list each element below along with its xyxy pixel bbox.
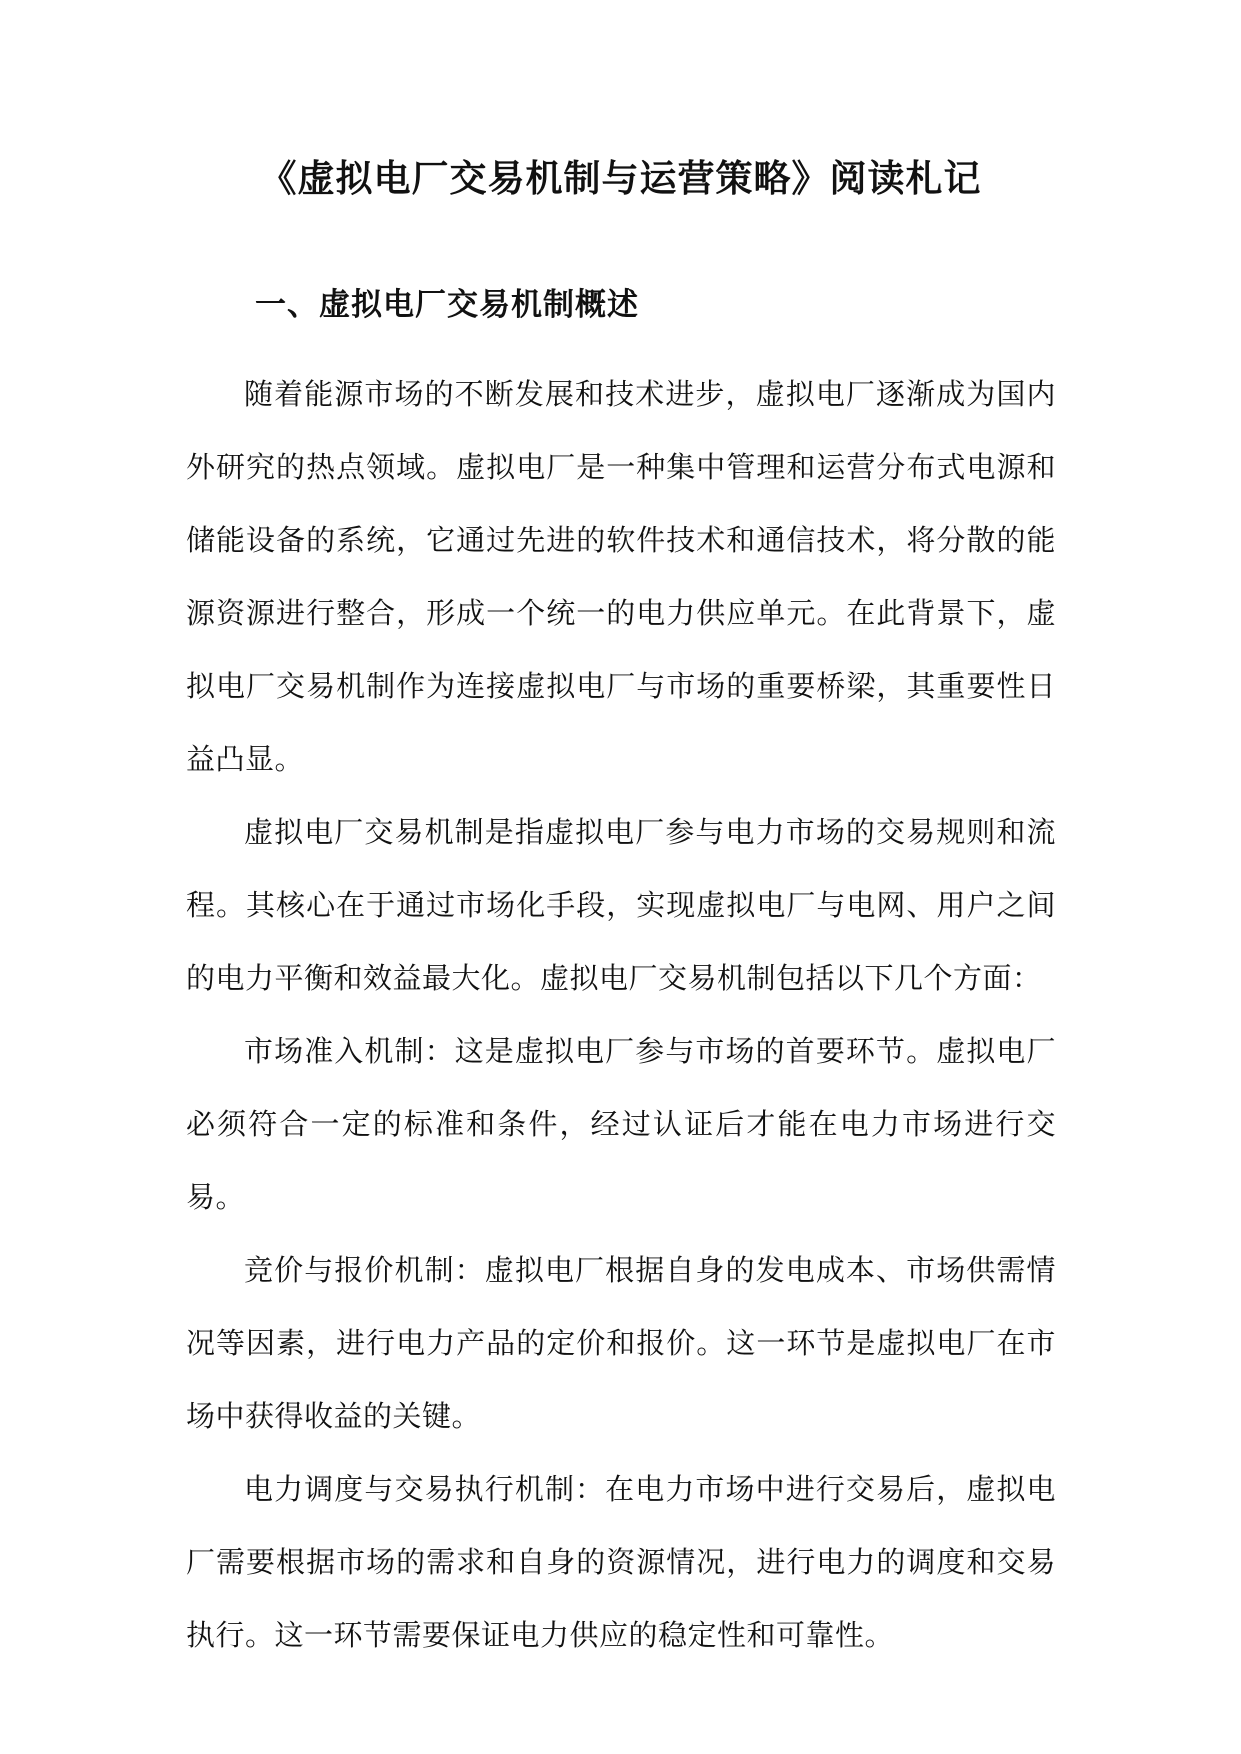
document-title: 《虚拟电厂交易机制与运营策略》阅读札记	[259, 156, 982, 200]
paragraph-definition: 虚拟电厂交易机制是指虚拟电厂参与电力市场的交易规则和流程。其核心在于通过市场化手段，实现虚拟电厂与电网、用户之间的电力平衡和效益最大化。虚拟电厂交易机制包括以下几个方面：	[186, 815, 1056, 995]
document-body	[186, 358, 1056, 1672]
section-heading: 一、虚拟电厂交易机制概述	[255, 287, 639, 323]
paragraph-dispatch: 电力调度与交易执行机制：在电力市场中进行交易后，虚拟电厂需要根据市场的需求和自身的资源情况，进行电力的调度和交易执行。这一环节需要保证电力供应的稳定性和可靠性。	[186, 1472, 1056, 1652]
paragraph-market-access: 市场准入机制：这是虚拟电厂参与市场的首要环节。虚拟电厂必须符合一定的标准和条件，经过认证后才能在电力市场进行交易。	[186, 1034, 1056, 1214]
paragraph-intro: 随着能源市场的不断发展和技术进步，虚拟电厂逐渐成为国内外研究的热点领域。虚拟电厂是一种集中管理和运营分布式电源和储能设备的系统，它通过先进的软件技术和通信技术，将分散的能源资源进行整合，形成一个统一的电力供应单元。在此背景下，虚拟电厂交易机制作为连接虚拟电厂与市场的重要桥梁，其重要性日益凸显。	[186, 377, 1056, 776]
paragraph-bidding: 竞价与报价机制：虚拟电厂根据自身的发电成本、市场供需情况等因素，进行电力产品的定价和报价。这一环节是虚拟电厂在市场中获得收益的关键。	[186, 1253, 1056, 1433]
